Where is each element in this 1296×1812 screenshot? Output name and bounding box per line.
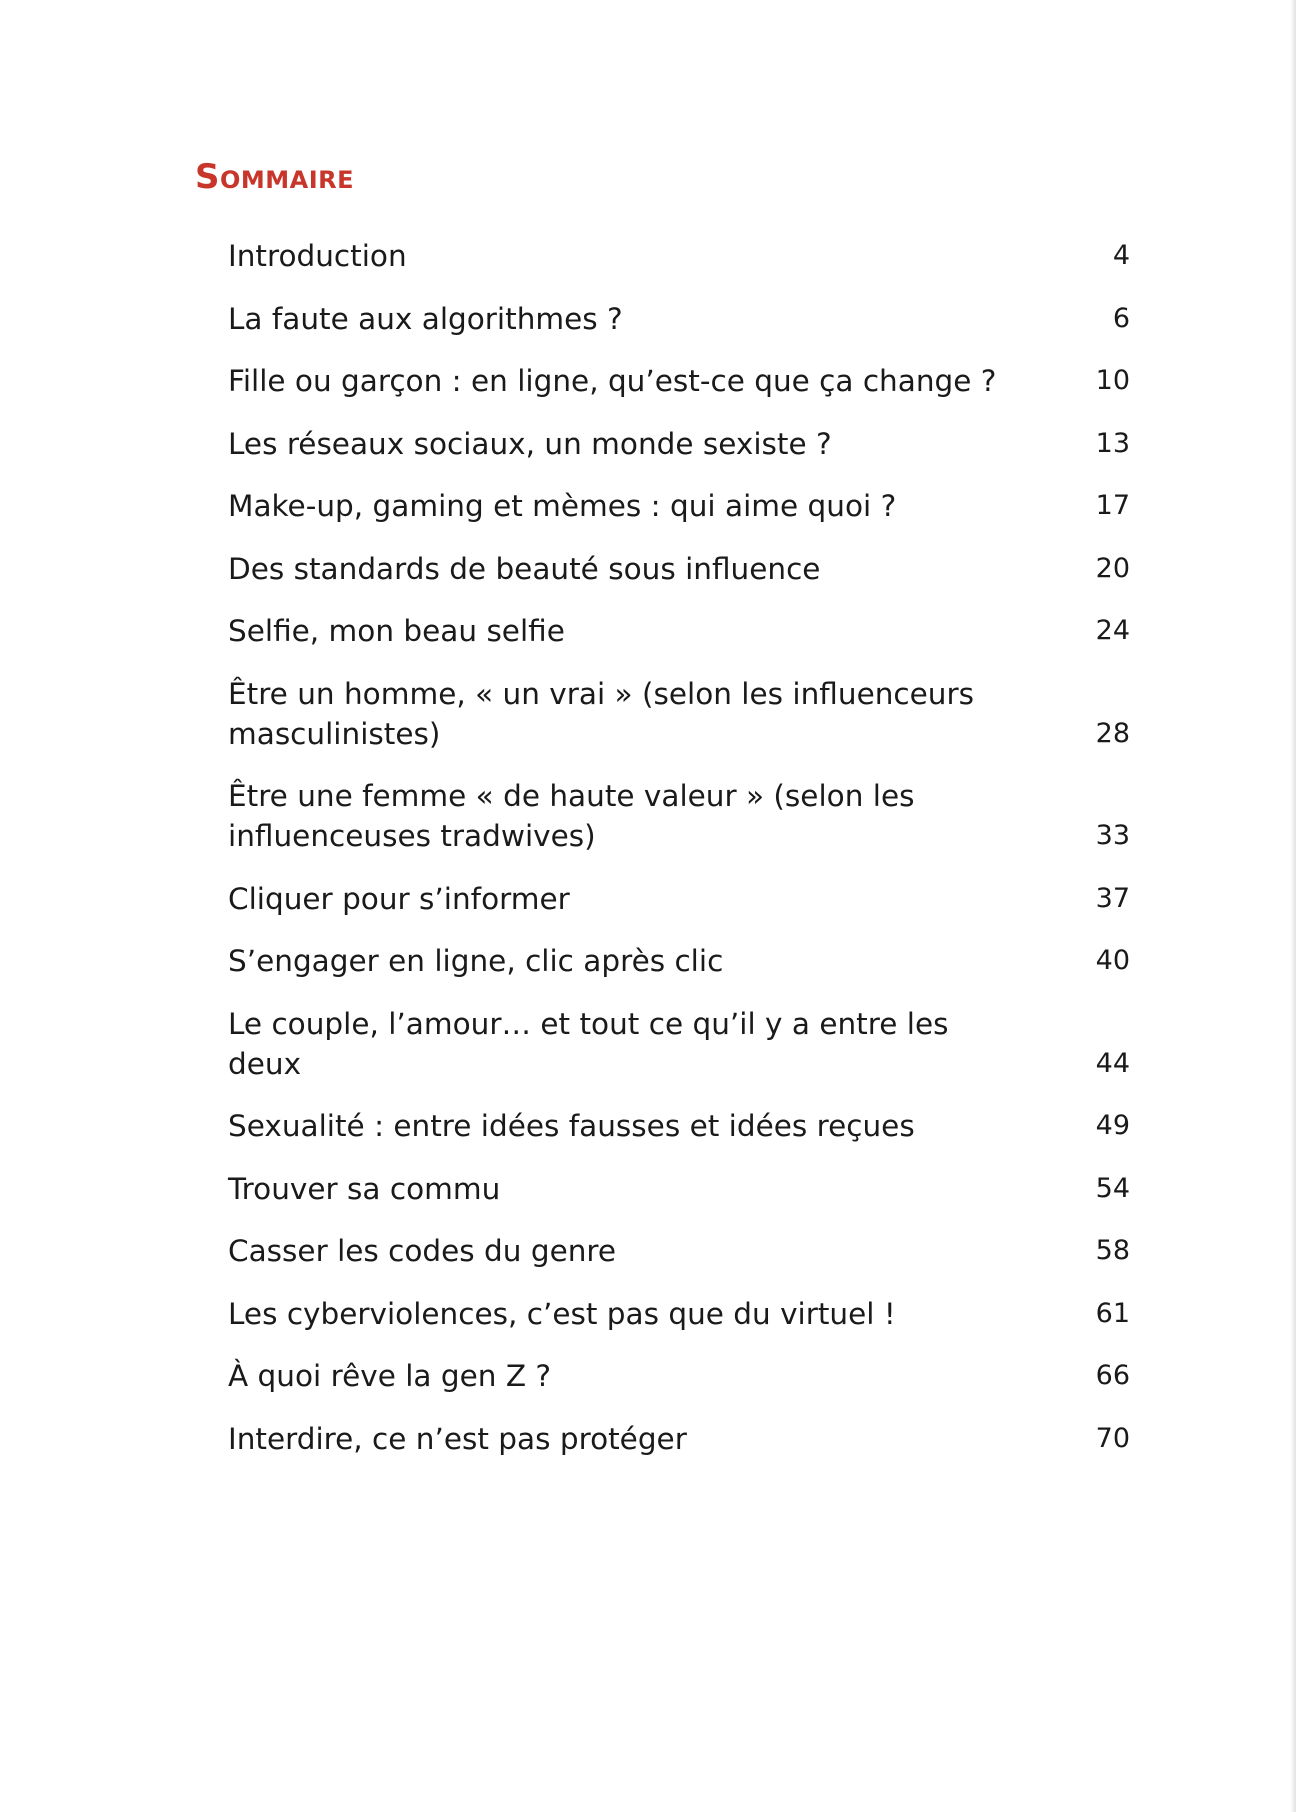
toc-entry-page-number: 58 bbox=[1095, 1235, 1130, 1266]
toc-entry-page-number: 40 bbox=[1095, 945, 1130, 976]
page-title: Sommaire bbox=[195, 157, 355, 197]
toc-entry[interactable] bbox=[228, 1004, 1130, 1084]
toc-entry[interactable] bbox=[228, 674, 1130, 754]
toc-entry[interactable] bbox=[228, 1231, 1130, 1271]
toc-entry[interactable] bbox=[228, 236, 1130, 276]
toc-entry-page-number: 61 bbox=[1095, 1297, 1130, 1329]
toc-entry-page-number: 66 bbox=[1095, 1360, 1130, 1391]
toc-entry-page-number: 13 bbox=[1095, 427, 1130, 459]
toc-entry-page-number: 49 bbox=[1095, 1110, 1130, 1141]
toc-entry-title: Être une femme « de haute valeur » (selon les influenceuses tradwives) bbox=[228, 779, 915, 853]
toc-entry[interactable] bbox=[228, 1294, 1130, 1334]
toc-entry-page-number: 24 bbox=[1095, 615, 1130, 646]
toc-entry-title: Fille ou garçon : en ligne, qu’est-ce que ça change ? bbox=[228, 364, 997, 398]
toc-entry-title: Les cyberviolences, c’est pas que du virtuel ! bbox=[228, 1296, 896, 1331]
toc-entry-page-number: 44 bbox=[1095, 1047, 1130, 1079]
toc-entry-title: La faute aux algorithmes ? bbox=[228, 301, 623, 336]
toc-entry[interactable] bbox=[228, 1356, 1130, 1396]
toc-entry[interactable] bbox=[228, 1419, 1130, 1459]
toc-entry-page-number: 17 bbox=[1095, 490, 1130, 521]
toc-entry-title: Des standards de beauté sous influence bbox=[228, 551, 821, 586]
toc-entry[interactable] bbox=[228, 299, 1130, 339]
toc-entry[interactable] bbox=[228, 549, 1130, 589]
toc-entry-title: S’engager en ligne, clic après clic bbox=[228, 944, 724, 978]
toc-entry-page-number: 37 bbox=[1095, 882, 1130, 914]
toc-entry-page-number: 10 bbox=[1095, 365, 1130, 396]
toc-entry-title: Le couple, l’amour… et tout ce qu’il y a entre les deux bbox=[228, 1006, 949, 1081]
toc-entry-title: Sexualité : entre idées fausses et idées reçues bbox=[228, 1109, 915, 1143]
toc-entry-title: Introduction bbox=[228, 239, 407, 273]
toc-entry[interactable] bbox=[228, 611, 1130, 651]
toc-entry-title: Les réseaux sociaux, un monde sexiste ? bbox=[228, 426, 832, 461]
toc-entry-page-number: 54 bbox=[1095, 1172, 1130, 1204]
toc-entry[interactable] bbox=[228, 1169, 1130, 1209]
toc-entry-page-number: 28 bbox=[1095, 717, 1130, 749]
toc-entry[interactable] bbox=[228, 776, 1130, 856]
toc-entry[interactable] bbox=[228, 941, 1130, 981]
page-edge-shadow bbox=[1290, 0, 1296, 1812]
toc-entry-page-number: 20 bbox=[1095, 552, 1130, 584]
toc-entry-title: À quoi rêve la gen Z ? bbox=[228, 1359, 552, 1393]
toc-entry[interactable] bbox=[228, 486, 1130, 526]
toc-entry-page-number: 70 bbox=[1095, 1422, 1130, 1454]
toc-entry-title: Make-up, gaming et mèmes : qui aime quoi ? bbox=[228, 489, 897, 523]
toc-entry[interactable] bbox=[228, 361, 1130, 401]
toc-entry-page-number: 33 bbox=[1095, 820, 1130, 851]
toc-entry-title: Casser les codes du genre bbox=[228, 1234, 617, 1268]
toc-entry-page-number: 6 bbox=[1112, 302, 1130, 334]
toc-entry-title: Trouver sa commu bbox=[228, 1171, 501, 1206]
toc-entry-title: Être un homme, « un vrai » (selon les influenceurs masculinistes) bbox=[228, 676, 974, 751]
toc-entry-title: Selfie, mon beau selfie bbox=[228, 614, 565, 648]
toc-entry[interactable] bbox=[228, 424, 1130, 464]
toc-entry-title: Interdire, ce n’est pas protéger bbox=[228, 1421, 687, 1456]
toc-entry-title: Cliquer pour s’informer bbox=[228, 881, 570, 916]
table-of-contents bbox=[228, 236, 1130, 1481]
toc-entry-page-number: 4 bbox=[1112, 240, 1130, 271]
toc-entry[interactable] bbox=[228, 1106, 1130, 1146]
toc-entry[interactable] bbox=[228, 879, 1130, 919]
